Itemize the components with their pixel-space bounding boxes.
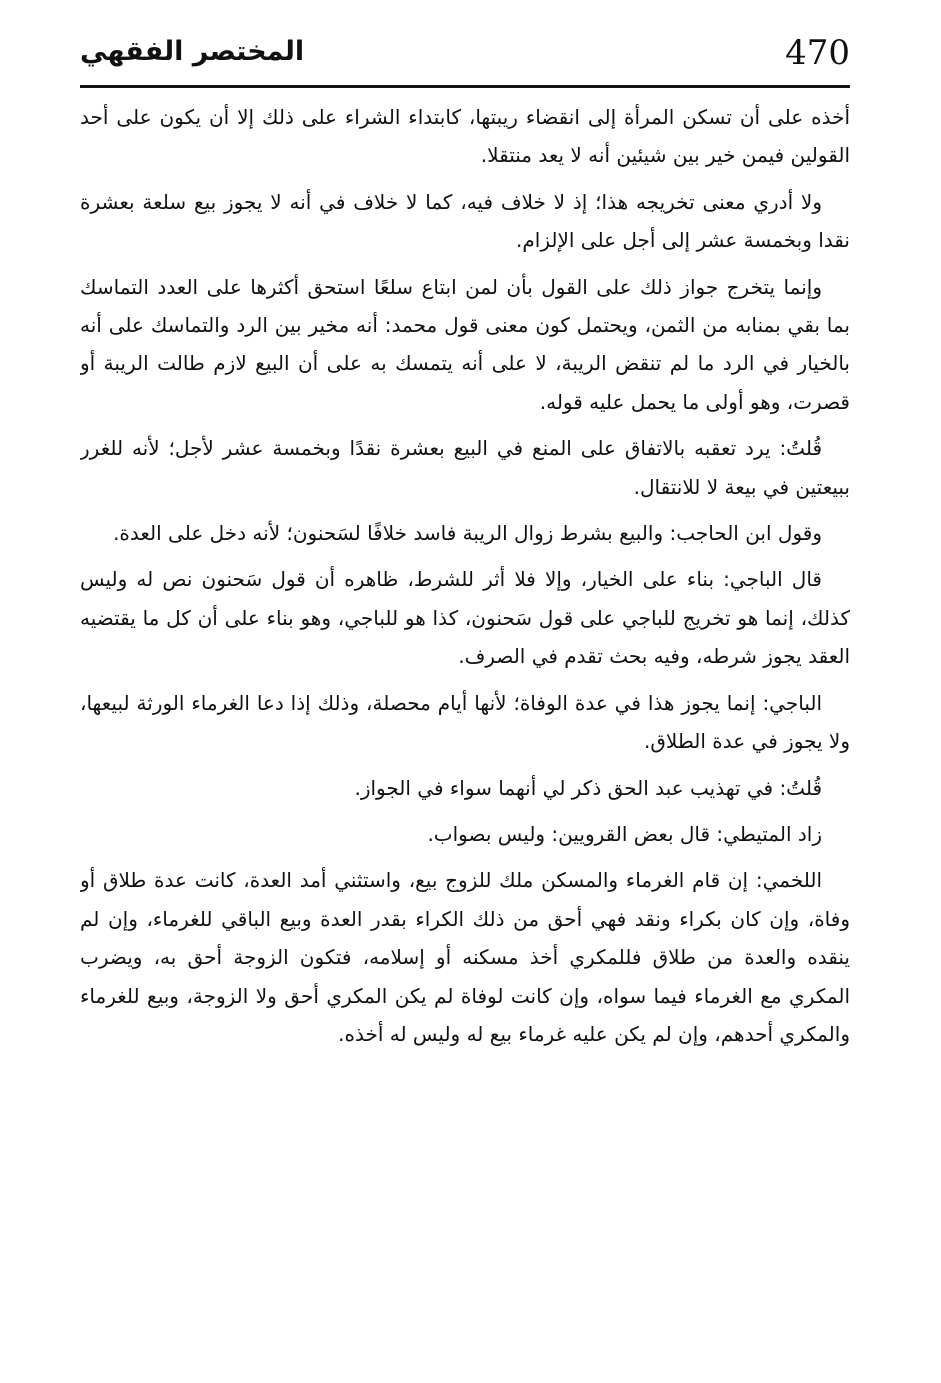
running-title: المختصر الفقهي — [80, 36, 305, 67]
paragraph: الباجي: إنما يجوز هذا في عدة الوفاة؛ لأنها أيام محصلة، وذلك إذا دعا الغرماء الورثة لبيعها، ولا يجوز في عدة الطلاق. — [80, 690, 850, 754]
paragraph: قال الباجي: بناء على الخيار، وإلا فلا أثر للشرط، ظاهره أن قول سَحنون نص له وليس كذلك، إنما هو تخريج للباجي على قول سَحنون، كذا هو للباجي، وهو بناء على أن كل ما يقتضيه العقد يجوز شرطه، وفيه بحث تقدم في الصرف. — [80, 567, 850, 669]
paragraph: قُلتُ: يرد تعقبه بالاتفاق على المنع في البيع بعشرة نقدًا وبخمسة عشر لأجل؛ لأنه للغرر ببيعتين في بيعة لا للانتقال. — [80, 436, 850, 499]
paragraph: اللخمي: إن قام الغرماء والمسكن ملك للزوج بيع، واستثني أمد العدة، كانت عدة طلاق أو وفاة، وإن كان بكراء ونقد فهي أحق من ذلك الكراء بقدر العدة وبيع الباقي للغرماء، وإن لم ينقده والعدة من طلاق فللمكري أخذ مسكنه أو إسلامه، فتكون الزوجة أحق به، ويضرب المكري مع الغرماء فيما سواه، وإن كانت لوفاة لم يكن المكري أحق ولا الزوجة، وبيع للغرماء والمكري أحدهم، وإن لم يكن عليه غرماء بيع له وليس له أخذه. — [80, 868, 850, 1046]
paragraph: قُلتُ: في تهذيب عبد الحق ذكر لي أنهما سواء في الجواز. — [354, 775, 822, 800]
paragraph: وقول ابن الحاجب: والبيع بشرط زوال الريبة فاسد خلافًا لسَحنون؛ لأنه دخل على العدة. — [113, 521, 822, 546]
paragraph: ولا أدري معنى تخريجه هذا؛ إذ لا خلاف فيه، كما لا خلاف في أنه لا يجوز بيع سلعة بعشرة نقدا وبخمسة عشر إلى أجل على الإلزام. — [80, 189, 850, 253]
page-header — [80, 28, 850, 84]
header-divider — [80, 85, 850, 88]
page-number: 470 — [785, 33, 850, 73]
paragraph: وإنما يتخرج جواز ذلك على القول بأن لمن ابتاع سلعًا استحق أكثرها على العدد التماسك بما بقي بمنابه من الثمن، ويحتمل كون معنى قول محمد: أنه مخير بين الرد والتماسك على أنه بالخيار في الرد ما لم تنقض الريبة، لا على أنه يتمسك به على أن البيع لازم طالت الريبة أو قصرت، وهو أولى ما يحمل عليه قوله. — [80, 274, 850, 414]
body-text — [80, 98, 850, 1338]
paragraph: أخذه على أن تسكن المرأة إلى انقضاء ريبتها، كابتداء الشراء على ذلك إلا أن يكون على أحد القولين فيمن خير بين شيئين أنه لا يعد منتقلا. — [80, 105, 850, 168]
paragraph: زاد المتيطي: قال بعض القرويين: وليس بصواب. — [427, 821, 822, 846]
